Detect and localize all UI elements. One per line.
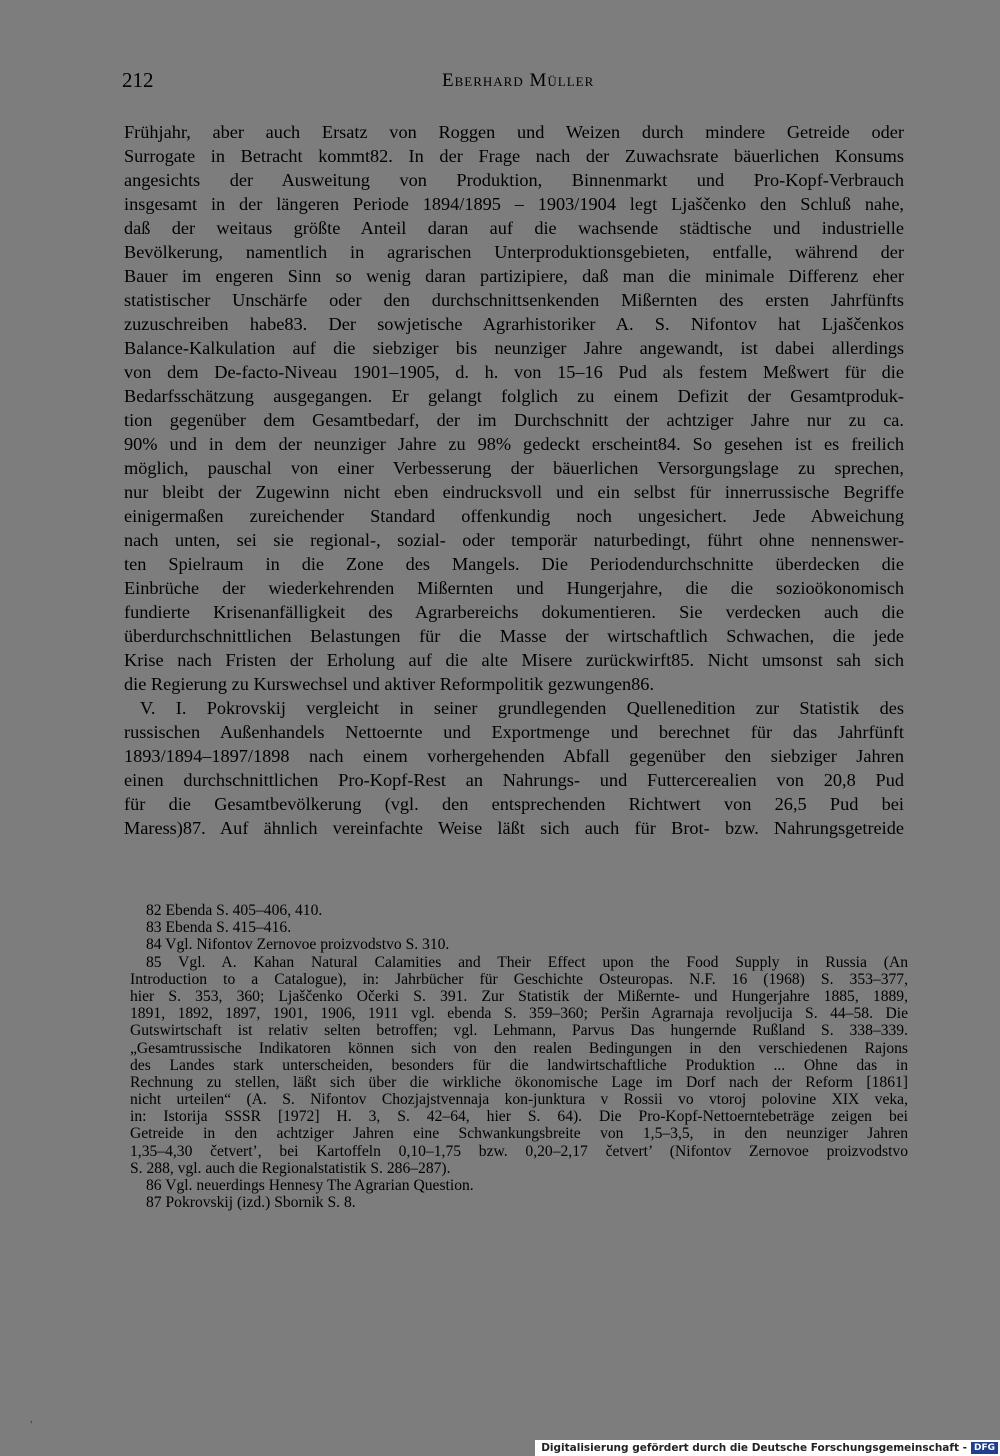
footnote-line: „Gesamtrussische Indikatoren können sich von den realen Bedingungen in den verschiedenen Rajons [130,1039,908,1057]
text-line: angesichts der Ausweitung von Produktion, Binnenmarkt und Pro-Kopf-Verbrauch [124,170,904,190]
footnote-line: 85 Vgl. A. Kahan Natural Calamities and Their Effect upon the Food Supply in Russia (An [146,953,908,971]
footnote-line: Introduction to a Catalogue), in: Jahrbücher für Geschichte Osteuropas. N.F. 16 (1968) S. 353–377, [130,970,908,988]
text-line: überdurchschnittlichen Belastungen für die Masse der wirtschaftlich Schwachen, die jede [124,626,904,646]
text-line: statistischer Unschärfe oder den durchschnittsenkenden Mißernten des ersten Jahrfünfts [124,290,904,310]
footnote-line: hier S. 353, 360; Ljaščenko Očerki S. 391. Zur Statistik der Mißernte- und Hungerjahre 1885, 1889, [130,987,908,1005]
text-line: ten Spielraum in die Zone des Mangels. Die Periodendurchschnitte überdecken die [124,554,904,574]
text-line: Einbrüche der wiederkehrenden Mißernten und Hungerjahre, die die sozioökonomisch [124,578,904,598]
text-line: Bevölkerung, namentlich in agrarischen Unterproduktionsgebieten, entfalle, während der [124,242,904,262]
footnote-line: 87 Pokrovskij (izd.) Sbornik S. 8. [146,1194,356,1212]
text-line: Surrogate in Betracht kommt82. In der Frage nach der Zuwachsrate bäuerlichen Konsums [124,146,904,166]
running-head: Eberhard Müller [442,70,595,91]
text-line: daß der weitaus größte Anteil daran auf die wachsende städtische und industrielle [124,218,904,238]
dfg-logo-icon: DFG [971,1442,998,1454]
footnote-line: 83 Ebenda S. 415–416. [146,919,292,937]
text-line: nach unten, sei sie regional-, sozial- oder temporär naturbedingt, führt ohne nennenswer- [124,530,904,550]
text-line: insgesamt in der längeren Periode 1894/1895 – 1903/1904 legt Ljaščenko den Schluß nahe, [124,194,904,214]
footnote-line: 86 Vgl. neuerdings Hennesy The Agrarian Question. [146,1177,474,1194]
footnote-line: Getreide in den achtziger Jahren eine Schwankungsbreite von 1,5–3,5, in den neunziger Jahren [130,1125,908,1143]
text-line: von dem De-facto-Niveau 1901–1905, d. h. von 15–16 Pud als festem Meßwert für die [124,362,904,382]
footer-text: Digitalisierung gefördert durch die Deutsche Forschungsgemeinschaft - [541,1442,967,1454]
text-line: 90% und in dem der neunziger Jahre zu 98% gedeckt erscheint84. So gesehen ist es freilich [124,434,904,454]
text-line: 1893/1894–1897/1898 nach einem vorhergehenden Abfall gegenüber den siebziger Jahren [124,746,904,766]
footnote-line: Gutswirtschaft ist relativ selten betroffen; vgl. Lehmann, Parvus Das hungernde Rußland S. 338–339. [130,1022,908,1040]
text-line: Bedarfsschätzung ausgegangen. Er gelangt folglich zu einem Defizit der Gesamtproduk- [124,386,904,406]
footnote-line: 1891, 1892, 1897, 1901, 1906, 1911 vgl. ebenda S. 359–360; Peršin Agrarnaja revoljucija S. 44–58. Die [130,1005,908,1023]
footnote-line: Rechnung zu stellen, läßt sich über die wirkliche ökonomische Lage im Dorf nach der Reform [1861] [130,1073,908,1091]
text-line: Maress)87. Auf ähnlich vereinfachte Weise läßt sich auch für Brot- bzw. Nahrungsgetreide [124,818,904,838]
footnote-line: 1,35–4,30 četvert’, bei Kartoffeln 0,10–1,75 bzw. 0,20–2,17 četvert’ (Nifontov Zernovoe proizvodstvo [130,1142,908,1160]
text-line: die Regierung zu Kurswechsel und aktiver Reformpolitik gezwungen86. [124,674,655,694]
text-line: fundierte Krisenanfälligkeit des Agrarbereichs dokumentieren. Sie verdecken auch die [124,602,904,622]
text-line: Frühjahr, aber auch Ersatz von Roggen und Weizen durch mindere Getreide oder [124,122,904,142]
body-text [124,120,904,840]
text-line: zuzuschreiben habe83. Der sowjetische Agrarhistoriker A. S. Nifontov hat Ljaščenkos [124,314,904,334]
text-line: einigermaßen zureichender Standard offenkundig noch ungesichert. Jede Abweichung [124,506,904,526]
footnote-line: 84 Vgl. Nifontov Zernovoe proizvodstvo S. 310. [146,936,450,954]
text-line: Krise nach Fristen der Erholung auf die alte Misere zurückwirft85. Nicht umsonst sah sich [124,650,904,670]
text-line: tion gegenüber dem Gesamtbedarf, der im Durchschnitt der achtziger Jahre nur zu ca. [124,410,904,430]
text-line: V. I. Pokrovskij vergleicht in seiner grundlegenden Quellenedition zur Statistik des [140,698,904,718]
margin-mark: , [30,1414,33,1425]
footnote-line: nicht urteilen“ (A. S. Nifontov Chozjajstvennaja kon-junktura v Rossii vo vtoroj polovine XIX veka, [130,1091,908,1109]
text-line: russischen Außenhandels Nettoernte und Exportmenge und berechnet für das Jahrfünft [124,722,904,742]
footnote-line: 82 Ebenda S. 405–406, 410. [146,902,323,919]
text-line: einen durchschnittlichen Pro-Kopf-Rest an Nahrungs- und Futtercerealien von 20,8 Pud [124,770,904,790]
footnotes [130,902,908,1211]
text-line: nur bleibt der Zugewinn nicht eben eindrucksvoll und ein selbst für innerrussische Begriffe [124,482,904,502]
footnote-line: S. 288, vgl. auch die Regionalstatistik S. 286–287). [130,1159,451,1177]
page-number: 212 [122,68,154,92]
text-line: Bauer im engeren Sinn so wenig daran partizipiere, daß man die minimale Differenz eher [124,266,904,286]
footnote-line: in: Istorija SSSR [1972] H. 3, S. 42–64, hier S. 64). Die Pro-Kopf-Nettoerntebeträge zeigen bei [130,1108,908,1126]
footnote-line: des Landes stark unterscheiden, besonders für die landwirtschaftliche Produktion ... Ohne das in [130,1056,908,1074]
text-line: für die Gesamtbevölkerung (vgl. den entsprechenden Richtwert von 26,5 Pud bei [124,794,904,814]
text-line: Balance-Kalkulation auf die siebziger bis neunziger Jahre angewandt, ist dabei allerdings [124,338,904,358]
digitization-footer [535,1440,1000,1456]
text-line: möglich, pauschal von einer Verbesserung der bäuerlichen Versorgungslage zu sprechen, [124,458,904,478]
